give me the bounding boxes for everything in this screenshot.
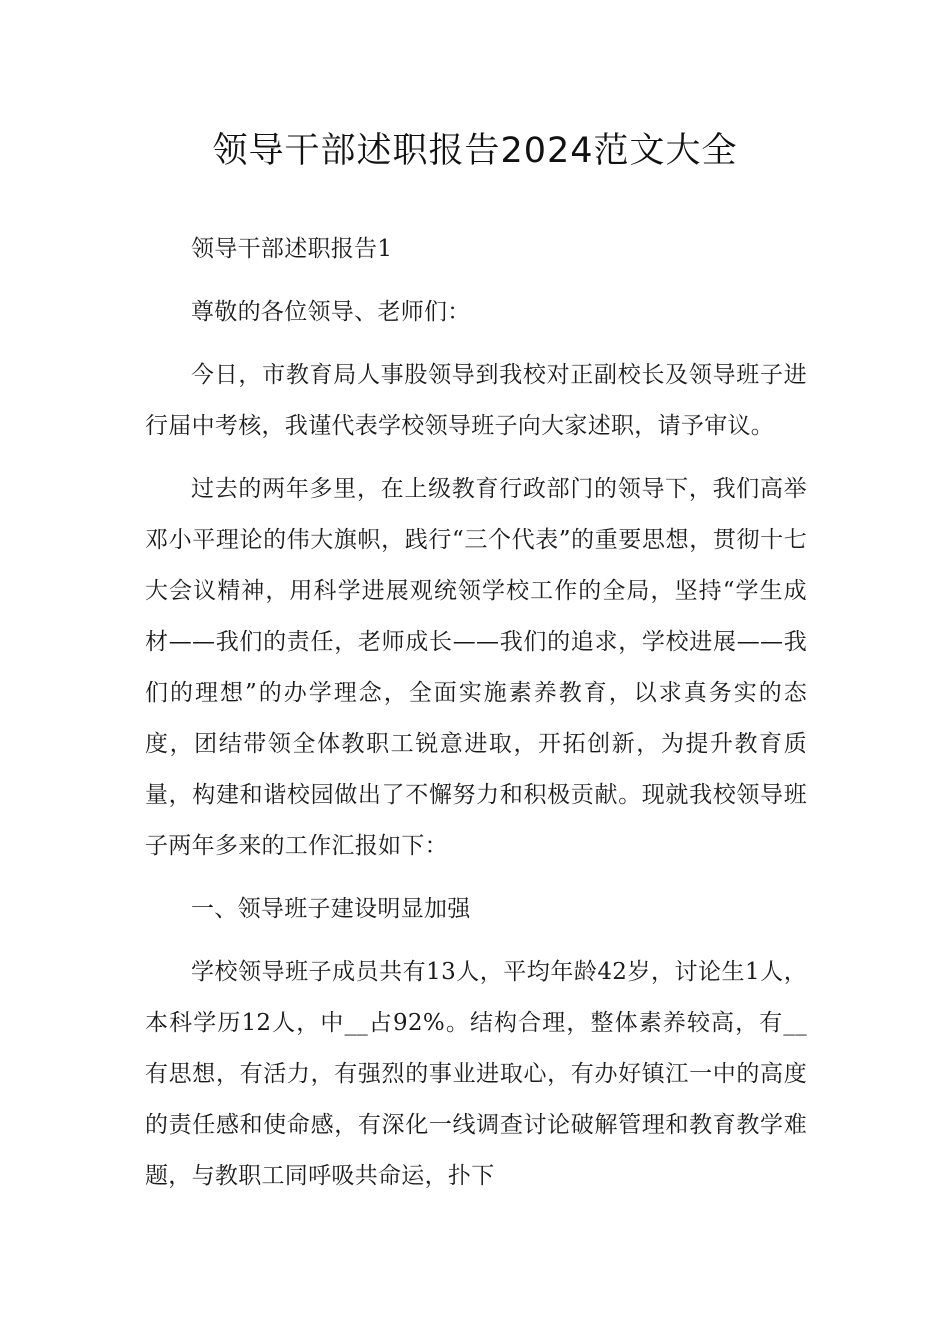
section-heading: 一、领导班子建设明显加强 [191,896,471,922]
body-paragraph: 学校领导班子成员共有13人，平均年龄42岁，讨论生1人，本科学历12人，中__占92%。结构合理，整体素养较高，有__有思想，有活力，有强烈的事业进取心，有办好镇江一中的高度的责任感和使命感，有深化一线调查讨论破解管理和教育教学难题，与教职工同呼吸共命运，扑下 [145,959,807,1189]
document-title: 领导干部述职报告2024范文大全 [212,131,738,171]
body-paragraph: 过去的两年多里，在上级教育行政部门的领导下，我们高举邓小平理论的伟大旗帜，践行“三个代表”的重要思想，贯彻十七大会议精神，用科学进展观统领学校工作的全局，坚持“学生成材——我们的责任，老师成长——我们的追求，学校进展——我们的理想”的办学理念，全面实施素养教育，以求真务实的态度，团结带领全体教职工锐意进取，开拓创新，为提升教育质量，构建和谐校园做出了不懈努力和积极贡献。现就我校领导班子两年多来的工作汇报如下： [145,476,807,859]
section-heading: 领导干部述职报告1 [191,236,393,262]
document-body [145,224,807,1214]
salutation: 尊敬的各位领导、老师们： [191,299,471,325]
body-paragraph: 今日，市教育局人事股领导到我校对正副校长及领导班子进行届中考核，我谨代表学校领导班子向大家述职，请予审议。 [145,362,807,439]
